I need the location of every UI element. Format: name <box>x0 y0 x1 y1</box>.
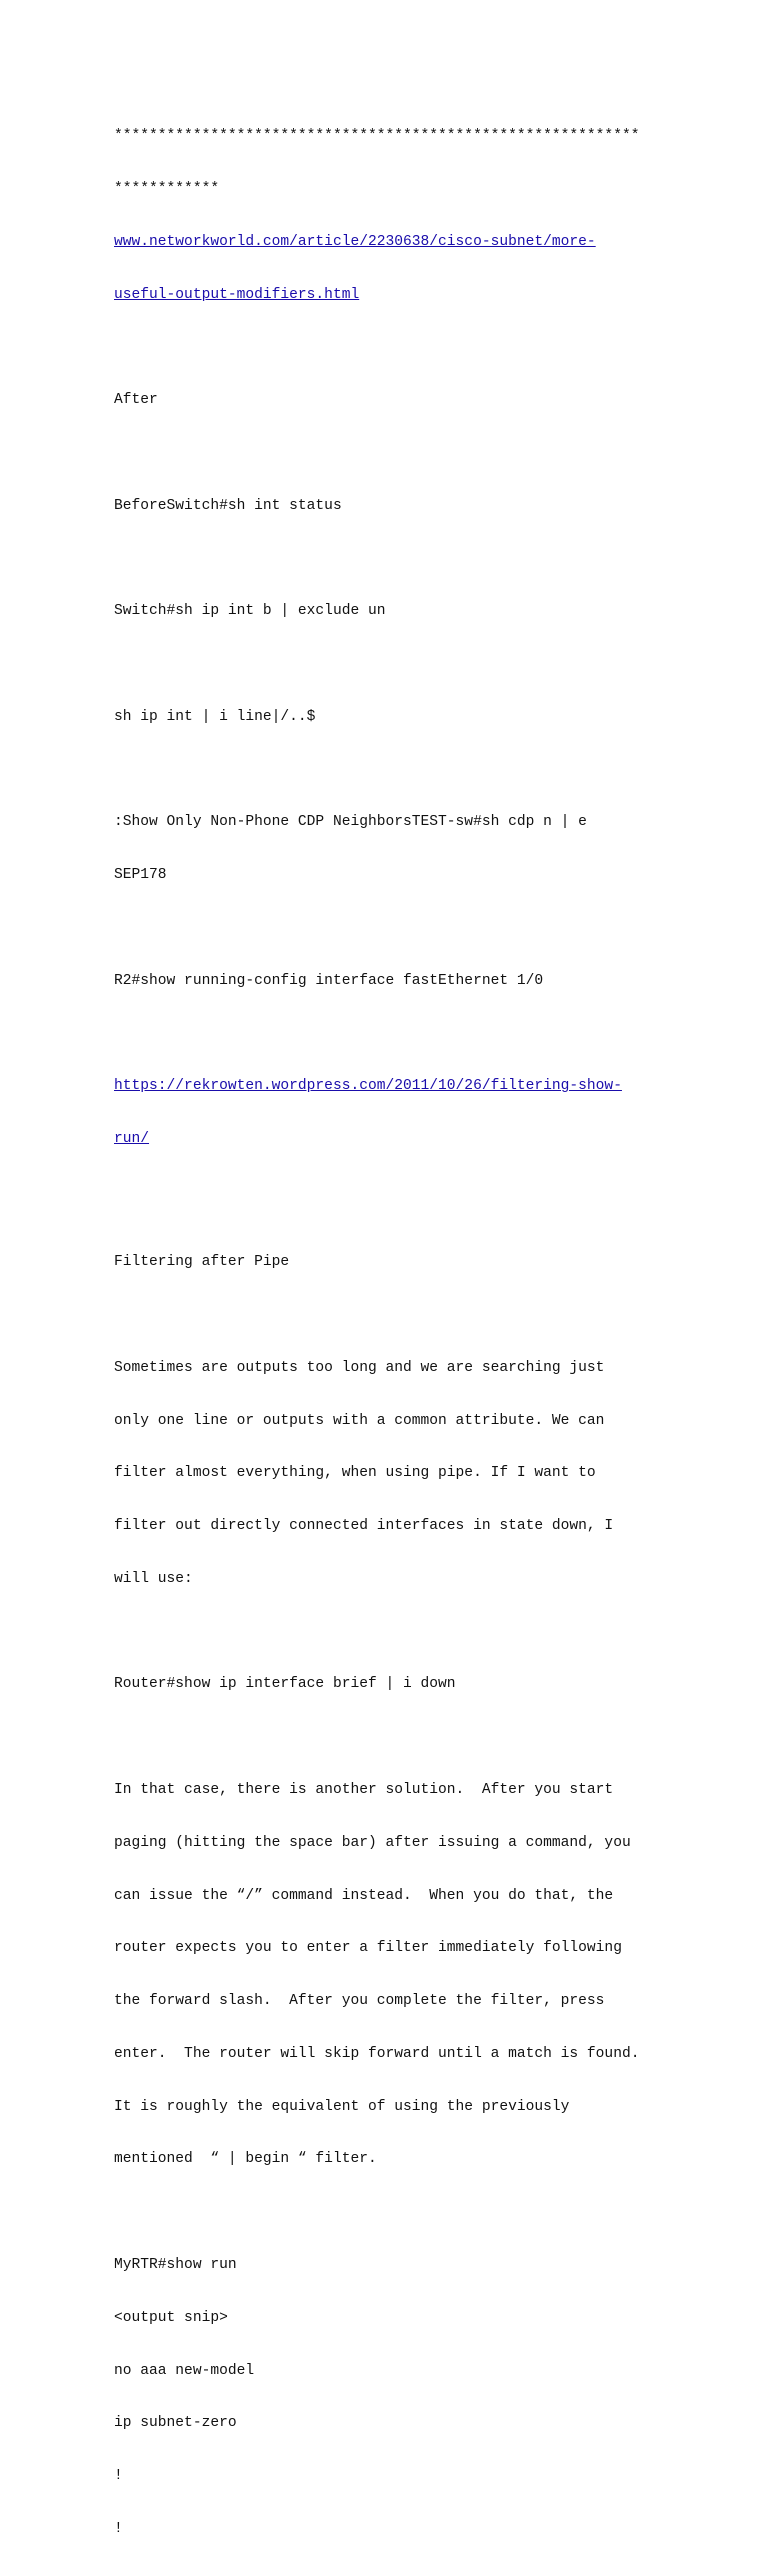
code-line: ip subnet-zero <box>114 2415 237 2432</box>
after-label: After <box>114 392 158 409</box>
separator-line: ************************************************************ <box>114 128 640 145</box>
code-line: no aaa new-model <box>114 2362 255 2379</box>
paragraph-line: the forward slash. After you complete the filter, press <box>114 1993 605 2010</box>
networkworld-link-continued[interactable]: useful-output-modifiers.html <box>114 286 360 303</box>
separator-line: ************ <box>114 180 220 197</box>
sh-ip-int-command: sh ip int | i line|/..$ <box>114 708 316 725</box>
paragraph-line: mentioned “ | begin “ filter. <box>114 2151 377 2168</box>
code-line: <output snip> <box>114 2309 228 2326</box>
paragraph-line: only one line or outputs with a common attribute. We can <box>114 1412 605 1429</box>
paragraph-line: In that case, there is another solution. After you start <box>114 1782 614 1798</box>
filtering-heading: Filtering after Pipe <box>114 1254 290 1271</box>
code-line: ! <box>114 2520 123 2537</box>
networkworld-link[interactable]: www.networkworld.com/article/2230638/cisco-subnet/more- <box>114 233 596 250</box>
paragraph-line: router expects you to enter a filter immediately following <box>114 1940 622 1957</box>
r2-show-running-config: R2#show running-config interface fastEthernet 1/0 <box>114 972 544 989</box>
code-line: MyRTR#show run <box>114 2257 237 2274</box>
router-command: Router#show ip interface brief | i down <box>114 1676 456 1693</box>
before-switch-command: BeforeSwitch#sh int status <box>114 497 342 514</box>
show-only-cdp-line: :Show Only Non-Phone CDP NeighborsTEST-sw#sh cdp n | e <box>114 814 587 831</box>
paragraph-line: It is roughly the equivalent of using the previously <box>114 2098 570 2115</box>
paragraph-line: Sometimes are outputs too long and we are searching just <box>114 1359 605 1376</box>
rekrowten-link[interactable]: https://rekrowten.wordpress.com/2011/10/26/filtering-show- <box>114 1078 622 1095</box>
show-only-cdp-line-continued: SEP178 <box>114 867 167 884</box>
paragraph-line: will use: <box>114 1570 193 1587</box>
code-line: ! <box>114 2468 123 2485</box>
paragraph-line: filter almost everything, when using pipe. If I want to <box>114 1465 596 1482</box>
rekrowten-link-continued[interactable]: run/ <box>114 1131 150 1148</box>
switch-exclude-command: Switch#sh ip int b | exclude un <box>114 603 386 620</box>
paragraph-line: can issue the “/” command instead. When you do that, the <box>114 1887 614 1904</box>
paragraph-line: filter out directly connected interfaces in state down, I <box>114 1518 614 1535</box>
document-page <box>114 93 674 2556</box>
paragraph-line: enter. The router will skip forward until a match is found. <box>114 2045 640 2062</box>
paragraph-line: paging (hitting the space bar) after issuing a command, you <box>114 1834 631 1851</box>
